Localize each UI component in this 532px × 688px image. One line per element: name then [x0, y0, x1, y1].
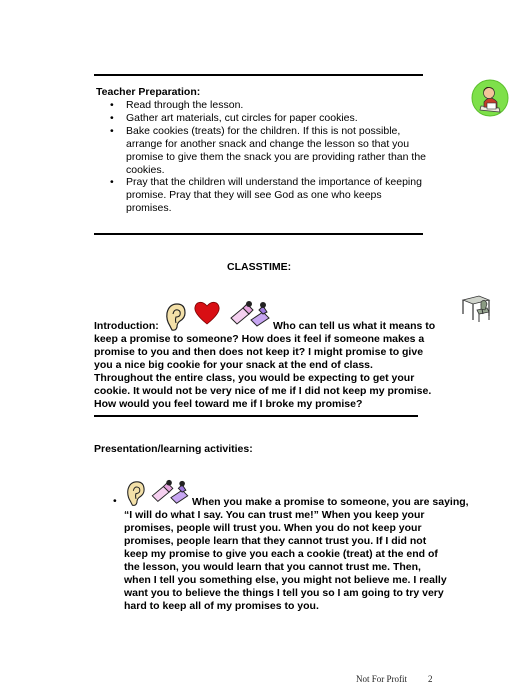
- introduction-first-line: Who can tell us what it means to: [273, 320, 436, 332]
- introduction-label: Introduction:: [94, 320, 159, 332]
- school-desk-icon: [459, 290, 493, 324]
- teacher-prep-heading: Teacher Preparation:: [96, 86, 201, 98]
- presentation-bullet: •: [113, 495, 117, 507]
- list-item: • Pray that the children will understand the importance of keeping promise. Pray that they will see God as one who keeps promises.: [96, 176, 426, 215]
- helping-hands-icon: [229, 300, 271, 330]
- teacher-prep-list: [96, 99, 426, 215]
- top-rule: [94, 74, 423, 76]
- presentation-first-line: When you make a promise to someone, you are saying,: [192, 496, 469, 508]
- page-number: 2: [428, 674, 433, 684]
- introduction-body: keep a promise to someone? How does it feel if someone makes a promise to you and then does not keep it? I might promise to give you a nice big cookie for your snack at the end of class. Throughout the entire class, you would be expecting to get your cookie. It would not be very nice of me if I did not keep my promise. How would you feel toward me if I broke my promise?: [94, 333, 432, 410]
- section-rule: [94, 415, 418, 417]
- reading-teacher-icon: [470, 78, 510, 118]
- presentation-body: “I will do what I say. You can trust me!” When you keep your promises, people will trust you. When you do not keep your promises, people learn that they cannot trust you. If I did not keep my promise to give you each a cookie (treat) at the end of the lesson, you would learn that you cannot trust me. Then, when I tell you something else, you might not believe me. I really want you to believe the things I tell you so I am going to try very hard to keep all of my promises to you.: [124, 509, 447, 612]
- ear-icon: [164, 302, 188, 332]
- list-item: • Bake cookies (treats) for the children. If this is not possible, arrange for another snack and change the lesson so that you promise to give them the snack you are providing rather than the cookies.: [96, 125, 426, 177]
- presentation-heading: Presentation/learning activities:: [94, 443, 253, 455]
- classtime-heading: CLASSTIME:: [227, 261, 292, 273]
- footer-text: Not For Profit: [356, 674, 408, 684]
- ear-icon: [125, 480, 147, 507]
- list-item: • Gather art materials, cut circles for paper cookies.: [96, 112, 426, 125]
- list-item: • Read through the lesson.: [96, 99, 426, 112]
- helping-hands-icon: [150, 479, 190, 507]
- section-rule: [94, 233, 423, 235]
- heart-icon: [193, 300, 221, 326]
